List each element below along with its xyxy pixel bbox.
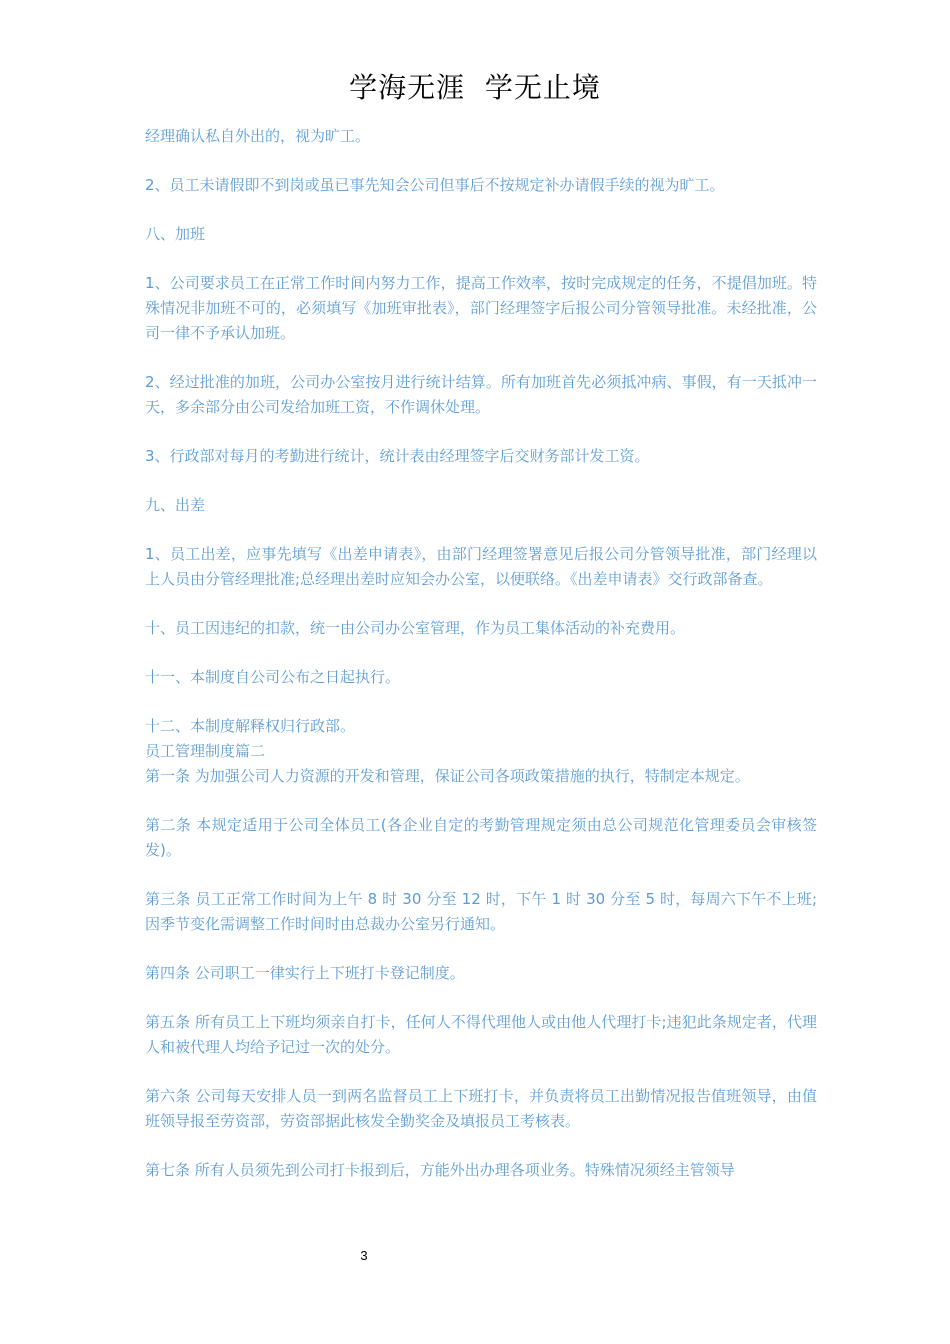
paragraph: 2、员工未请假即不到岗或虽已事先知会公司但事后不按规定补办请假手续的视为旷工。 — [145, 176, 725, 194]
paragraph: 1、公司要求员工在正常工作时间内努力工作，提高工作效率，按时完成规定的任务，不提倡加班。特殊情况非加班不可的，必须填写《加班审批表》，部门经理签字后报公司分管领导批准。未经批准，公司一律不予承认加班。 — [145, 274, 817, 342]
article-paragraph: 第五条 所有员工上下班均须亲自打卡，任何人不得代理他人或由他人代理打卡;违犯此条规定者，代理人和被代理人均给予记过一次的处分。 — [145, 1013, 817, 1056]
page-number: 3 — [360, 1248, 368, 1263]
paragraph: 十一、本制度自公司公布之日起执行。 — [145, 668, 401, 686]
article-paragraph: 第一条 为加强公司人力资源的开发和管理，保证公司各项政策措施的执行，特制定本规定。 — [145, 767, 750, 785]
article-paragraph: 第七条 所有人员须先到公司打卡报到后，方能外出办理各项业务。特殊情况须经主管领导 — [145, 1161, 735, 1179]
paragraph: 1、员工出差，应事先填写《出差申请表》，由部门经理签署意见后报公司分管领导批准，部门经理以上人员由分管经理批准;总经理出差时应知会办公室，以便联络。《出差申请表》交行政部备查。 — [145, 545, 817, 588]
section-heading: 九、出差 — [145, 496, 206, 514]
article-paragraph: 第三条 员工正常工作时间为上午 8 时 30 分至 12 时，下午 1 时 30 分至 5 时，每周六下午不上班;因季节变化需调整工作时间时由总裁办公室另行通知。 — [145, 890, 817, 933]
paragraph: 经理确认私自外出的，视为旷工。 — [145, 127, 371, 145]
document-body — [145, 124, 817, 1207]
page-header-title: 学海无涯 学无止境 — [349, 71, 601, 104]
section-heading: 员工管理制度篇二 — [145, 742, 266, 760]
article-paragraph: 第四条 公司职工一律实行上下班打卡登记制度。 — [145, 964, 465, 982]
article-paragraph: 第六条 公司每天安排人员一到两名监督员工上下班打卡，并负责将员工出勤情况报告值班领导，由值班领导报至劳资部，劳资部据此核发全勤奖金及填报员工考核表。 — [145, 1087, 817, 1130]
section-heading: 八、加班 — [145, 225, 206, 243]
article-paragraph: 第二条 本规定适用于公司全体员工(各企业自定的考勤管理规定须由总公司规范化管理委员会审核签发)。 — [145, 816, 817, 859]
paragraph: 十、员工因违纪的扣款，统一由公司办公室管理，作为员工集体活动的补充费用。 — [145, 619, 686, 637]
paragraph: 十二、本制度解释权归行政部。 — [145, 717, 356, 735]
paragraph: 3、行政部对每月的考勤进行统计，统计表由经理签字后交财务部计发工资。 — [145, 447, 650, 465]
paragraph: 2、经过批准的加班，公司办公室按月进行统计结算。所有加班首先必须抵冲病、事假，有一天抵冲一天，多余部分由公司发给加班工资，不作调休处理。 — [145, 373, 817, 416]
